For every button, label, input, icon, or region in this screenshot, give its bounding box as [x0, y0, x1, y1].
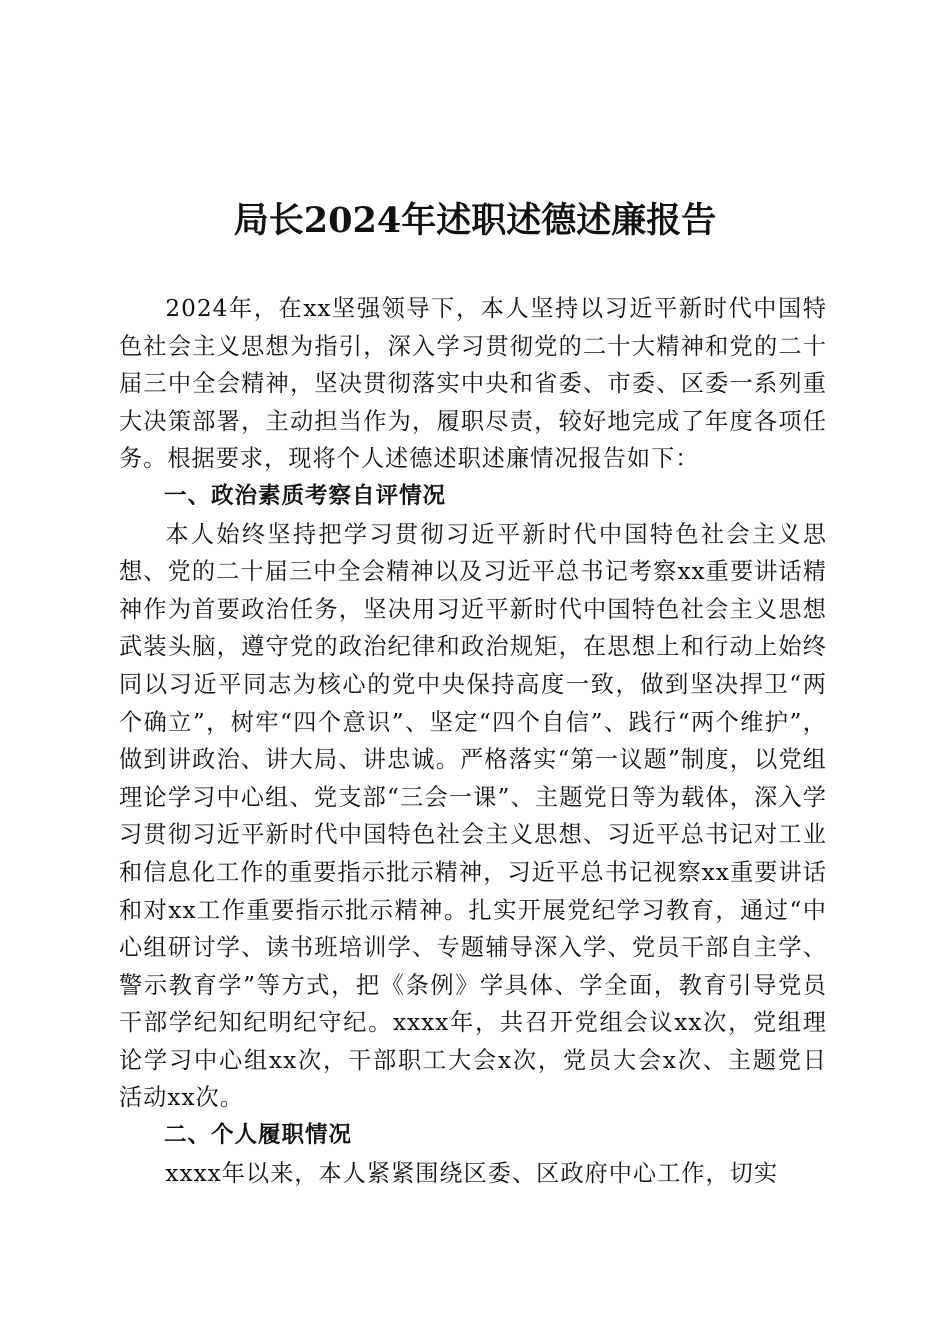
document-title: 局长2024年述职述德述廉报告 [233, 200, 717, 241]
section-1-heading: 一、政治素质考察自评情况 [164, 482, 447, 509]
section-1-paragraph: 本人始终坚持把学习贯彻习近平新时代中国特色社会主义思想、党的二十届三中全会精神以及习近平总书记考察xx重要讲话精神作为首要政治任务，坚决用习近平新时代中国特色社会主义思想武装头脑，遵守党的政治纪律和政治规矩，在思想上和行动上始终同以习近平同志为核心的党中央保持高度一致，做到坚决捍卫“两个确立”，树牢“四个意识”、坚定“四个自信”、践行“两个维护”，做到讲政治、讲大局、讲忠诚。严格落实“第一议题”制度，以党组理论学习中心组、党支部“三会一课”、主题党日等为载体，深入学习贯彻习近平新时代中国特色社会主义思想、习近平总书记对工业和信息化工作的重要指示批示精神，习近平总书记视察xx重要讲话和对xx工作重要指示批示精神。扎实开展党纪学习教育，通过“中心组研讨学、读书班培训学、专题辅导深入学、党员干部自主学、警示教育学”等方式，把《条例》学具体、学全面，教育引导党员干部学纪知纪明纪守纪。xxxx年，共召开党组会议xx次，党组理论学习中心组xx次，干部职工大会x次，党员大会x次、主题党日活动xx次。 [119, 520, 827, 1112]
section-2-heading: 二、个人履职情况 [164, 1122, 353, 1149]
section-2-paragraph: xxxx年以来，本人紧紧围绕区委、区政府中心工作，切实 [165, 1159, 779, 1187]
document-body [119, 290, 827, 1192]
intro-paragraph: 2024年，在xx坚强领导下，本人坚持以习近平新时代中国特色社会主义思想为指引，深入学习贯彻党的二十大精神和党的二十届三中全会精神，坚决贯彻落实中央和省委、市委、区委一系列重大决策部署，主动担当作为，履职尽责，较好地完成了年度各项任务。根据要求，现将个人述德述职述廉情况报告如下： [119, 295, 827, 473]
